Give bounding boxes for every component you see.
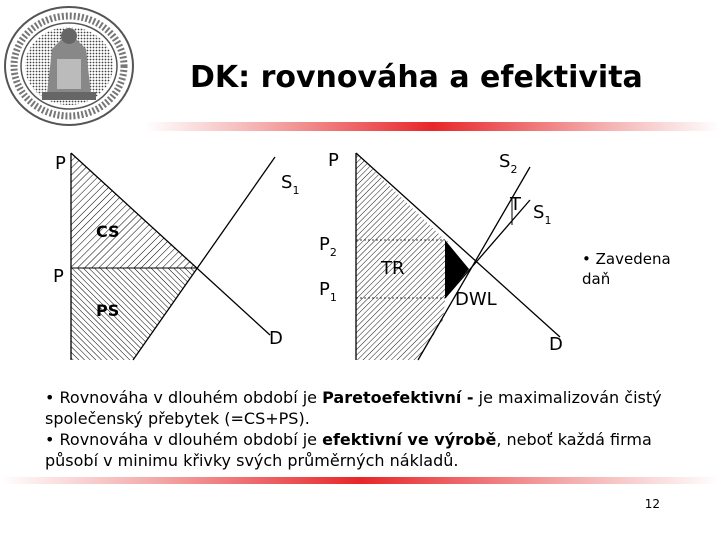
bullet-production-bold: efektivní ve výrobě — [322, 430, 497, 449]
s1-label-sub: 1 — [292, 184, 300, 197]
left-diagram — [71, 153, 275, 360]
tr-label: TR — [381, 258, 405, 279]
slide-title: DK: rovnováha a efektivita — [190, 60, 643, 95]
s1-right-letter: S — [533, 202, 545, 223]
p2-letter: P — [319, 234, 330, 255]
p2-label — [319, 234, 337, 259]
p1-label — [319, 279, 337, 304]
bullet-pareto-pre: • Rovnováha v dlouhém období je — [45, 388, 323, 407]
p1-letter: P — [319, 279, 330, 300]
right-diagram — [356, 153, 560, 360]
t-label: T — [510, 194, 521, 215]
bullet-pareto-bold: Paretoefektivní - — [322, 388, 474, 407]
bullet-production-post: , neboť každá firma působí v minimu křivky svých průměrných nákladů. — [45, 430, 652, 470]
tax-note: • Zavedena daň — [582, 250, 671, 288]
left-p-axis-label: P — [55, 153, 66, 174]
ps-area — [71, 268, 198, 360]
bullet-pareto — [45, 387, 685, 429]
s1-label-letter: S — [281, 172, 293, 193]
ps-label: PS — [96, 301, 120, 320]
p1-sub: 1 — [329, 291, 337, 304]
title-underline-bar — [145, 122, 720, 131]
footer-bar — [0, 477, 720, 484]
s2-label-sub: 2 — [510, 163, 518, 176]
page-number: 12 — [644, 497, 660, 511]
bullet-production-pre: • Rovnováha v dlouhém období je — [45, 430, 323, 449]
hatched-region — [356, 153, 449, 360]
body-text — [45, 387, 685, 471]
s2-label-letter: S — [499, 151, 511, 172]
s1-right-sub: 1 — [544, 214, 552, 227]
cs-label: CS — [96, 222, 120, 241]
right-p-axis-label: P — [328, 150, 339, 171]
s1-label — [281, 172, 299, 197]
left-demand-label: D — [269, 328, 283, 349]
right-demand-label: D — [549, 334, 563, 355]
bullet-production — [45, 429, 685, 471]
s2-label — [499, 151, 517, 176]
p2-sub: 2 — [329, 246, 337, 259]
university-seal-logo — [2, 4, 136, 128]
dwl-label: DWL — [455, 289, 497, 310]
bullet-pareto-post: je maximalizován čistý společenský přebytek (=CS+PS). — [45, 388, 662, 428]
s1-right-label — [533, 202, 551, 227]
left-p-level-label: P — [53, 266, 64, 287]
